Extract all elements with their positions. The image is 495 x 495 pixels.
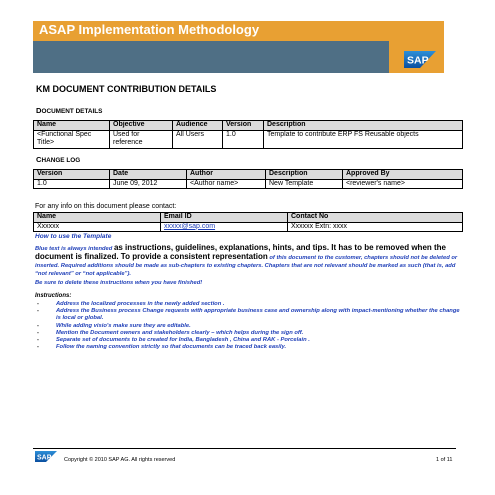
list-item-text: Follow the naming convention strictly so that documents can be traced back easily. xyxy=(56,344,287,351)
column-header: Approved By xyxy=(343,170,463,180)
document-title: KM DOCUMENT CONTRIBUTION DETAILS xyxy=(36,84,217,94)
copyright-text: Copyright © 2010 SAP AG. All rights reserved xyxy=(64,457,176,463)
change-log-table xyxy=(33,169,463,189)
table-cell: Used for reference xyxy=(110,130,173,148)
sap-logo xyxy=(404,51,436,68)
list-item xyxy=(35,337,465,344)
table-cell: <reviewer's name> xyxy=(343,179,463,189)
table-cell: New Template xyxy=(266,179,343,189)
column-header: Objective xyxy=(110,121,173,131)
change-log-heading xyxy=(36,155,80,164)
column-header: Description xyxy=(266,170,343,180)
header-banner xyxy=(33,21,389,73)
bullet-dash: - xyxy=(37,329,39,336)
intro-lead: Blue text is always intended xyxy=(35,246,114,252)
table-cell: 1.0 xyxy=(34,179,110,189)
table-cell: June 09, 2012 xyxy=(110,179,187,189)
list-item-text: Address the Business process Change requests with appropriate business case and ownership along with impact-mentioning whether the change is local or global. xyxy=(56,308,460,322)
table-cell: All Users xyxy=(173,130,223,148)
instructions-list xyxy=(35,301,465,351)
table-cell: Template to contribute ERP FS Reusable objects xyxy=(264,130,463,148)
document-details-heading xyxy=(36,106,102,115)
footer-divider xyxy=(33,448,456,449)
column-header: Author xyxy=(187,170,266,180)
instructions-heading: Instructions: xyxy=(35,293,72,299)
table-cell: <Author name> xyxy=(187,179,266,189)
column-header: Contact No xyxy=(288,213,463,223)
column-header: Date xyxy=(110,170,187,180)
table-cell: Xxxxxx Extn: xxxx xyxy=(288,222,463,232)
banner-title: ASAP Implementation Methodology xyxy=(39,22,260,37)
heading-rest: HANGE LOG xyxy=(41,157,81,164)
table-cell xyxy=(161,222,288,232)
heading-initial: D xyxy=(36,106,42,115)
table-cell: <Functional Spec Title> xyxy=(34,130,110,148)
bullet-dash: - xyxy=(37,322,39,329)
column-header: Name xyxy=(34,121,110,131)
bullet-dash: - xyxy=(37,344,39,351)
footer-sap-logo xyxy=(35,451,57,462)
intro-emphasis: as instructions, guidelines, explanations, hints, and tips. It has to be removed when the document is finalized. To provide a consistent representation xyxy=(35,243,446,261)
contact-table xyxy=(33,212,463,232)
column-header: Description xyxy=(264,121,463,131)
table-row xyxy=(34,179,463,189)
table-cell: 1.0 xyxy=(223,130,264,148)
list-item xyxy=(35,323,465,330)
table-row xyxy=(34,222,463,232)
bullet-dash: - xyxy=(37,337,39,344)
list-item-text: Mention the Document owners and stakeholders clearly – which helps during the sign off. xyxy=(56,329,304,336)
column-header: Version xyxy=(223,121,264,131)
intro-rest: of this document to the customer, chapters should not be deleted or inserted. Required additions should be made as sub-chapters to existing chapters. Chapters that are not relevant should be marked as such (that is, add “not relevant” or “not applicable”). xyxy=(35,255,458,277)
list-item-text: Separate set of documents to be created for India, Bangladesh , China and RAK - Porcelain . xyxy=(56,337,310,344)
column-header: Version xyxy=(34,170,110,180)
intro-paragraph xyxy=(35,244,467,278)
bullet-dash: - xyxy=(37,301,39,307)
column-header: Name xyxy=(34,213,161,223)
delete-reminder: Be sure to delete these instructions when you have finished! xyxy=(35,280,203,286)
table-row xyxy=(34,130,463,148)
how-to-heading: How to use the Template xyxy=(35,233,112,240)
list-item xyxy=(35,308,465,322)
column-header: Audience xyxy=(173,121,223,131)
contact-note: For any info on this document please contact: xyxy=(35,203,177,210)
page-number: 1 of 11 xyxy=(436,457,453,463)
heading-initial: C xyxy=(36,155,42,164)
email-link[interactable]: xxxxx@sap.com xyxy=(164,222,216,230)
table-header-row xyxy=(34,170,463,180)
document-details-table xyxy=(33,120,463,149)
table-cell: Xxxxxx xyxy=(34,222,161,232)
svg-text:SAP: SAP xyxy=(407,54,429,67)
bullet-dash: - xyxy=(37,308,39,315)
table-header-row xyxy=(34,213,463,223)
list-item xyxy=(35,301,465,308)
heading-rest: OCUMENT DETAILS xyxy=(41,108,103,115)
list-item-text: Address the localized processes in the newly added section . xyxy=(56,301,225,307)
table-header-row xyxy=(34,121,463,131)
svg-text:SAP: SAP xyxy=(37,454,52,462)
list-item xyxy=(35,330,465,337)
list-item xyxy=(35,344,465,351)
column-header: Email ID xyxy=(161,213,288,223)
list-item-text: While adding visio's make sure they are editable. xyxy=(56,322,191,329)
